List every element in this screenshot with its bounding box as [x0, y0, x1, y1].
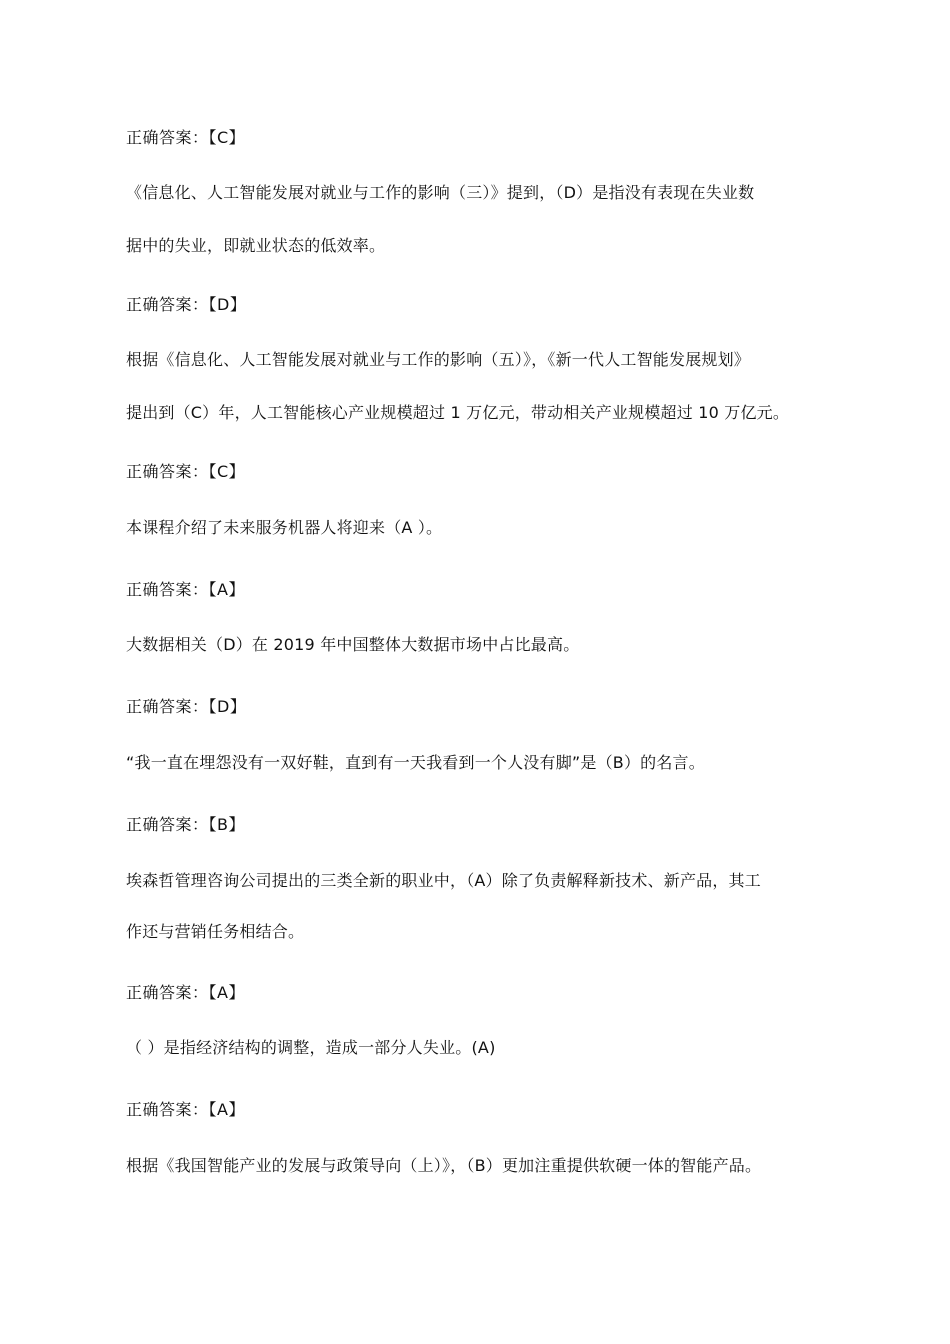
answer-line-6: 正确答案：【B】 [126, 815, 245, 834]
question-7-line-2: 作还与营销任务相结合。 [126, 922, 305, 941]
question-7-line-1: 埃森哲管理咨询公司提出的三类全新的职业中，（A）除了负责解释新技术、新产品，其工 [126, 871, 761, 890]
answer-line-3: 正确答案：【C】 [126, 462, 246, 481]
answer-line-7: 正确答案：【A】 [126, 983, 245, 1002]
answer-line-5: 正确答案：【D】 [126, 697, 247, 716]
answer-line-4: 正确答案：【A】 [126, 580, 245, 599]
question-4-line-1: 本课程介绍了未来服务机器人将迎来（A ）。 [126, 518, 443, 537]
question-9-line-1: 根据《我国智能产业的发展与政策导向（上）》，（B）更加注重提供软硬一体的智能产品。 [126, 1156, 762, 1175]
answer-line-1: 正确答案：【C】 [126, 128, 246, 147]
answer-line-2: 正确答案：【D】 [126, 295, 247, 314]
question-2-line-2: 据中的失业，即就业状态的低效率。 [126, 236, 386, 255]
answer-line-8: 正确答案：【A】 [126, 1100, 245, 1119]
question-2-line-1: 《信息化、人工智能发展对就业与工作的影响（三）》提到，（D）是指没有表现在失业数 [126, 183, 755, 202]
question-3-line-1: 根据《信息化、人工智能发展对就业与工作的影响（五）》，《新一代人工智能发展规划》 [126, 350, 751, 369]
question-8-line-1: （ ）是指经济结构的调整，造成一部分人失业。(A) [126, 1038, 496, 1057]
question-3-line-2: 提出到（C）年，人工智能核心产业规模超过 1 万亿元，带动相关产业规模超过 10 万亿元。 [126, 403, 790, 422]
question-6-line-1: “我一直在埋怨没有一双好鞋，直到有一天我看到一个人没有脚”是（B）的名言。 [126, 753, 705, 772]
question-5-line-1: 大数据相关（D）在 2019 年中国整体大数据市场中占比最高。 [126, 635, 580, 654]
